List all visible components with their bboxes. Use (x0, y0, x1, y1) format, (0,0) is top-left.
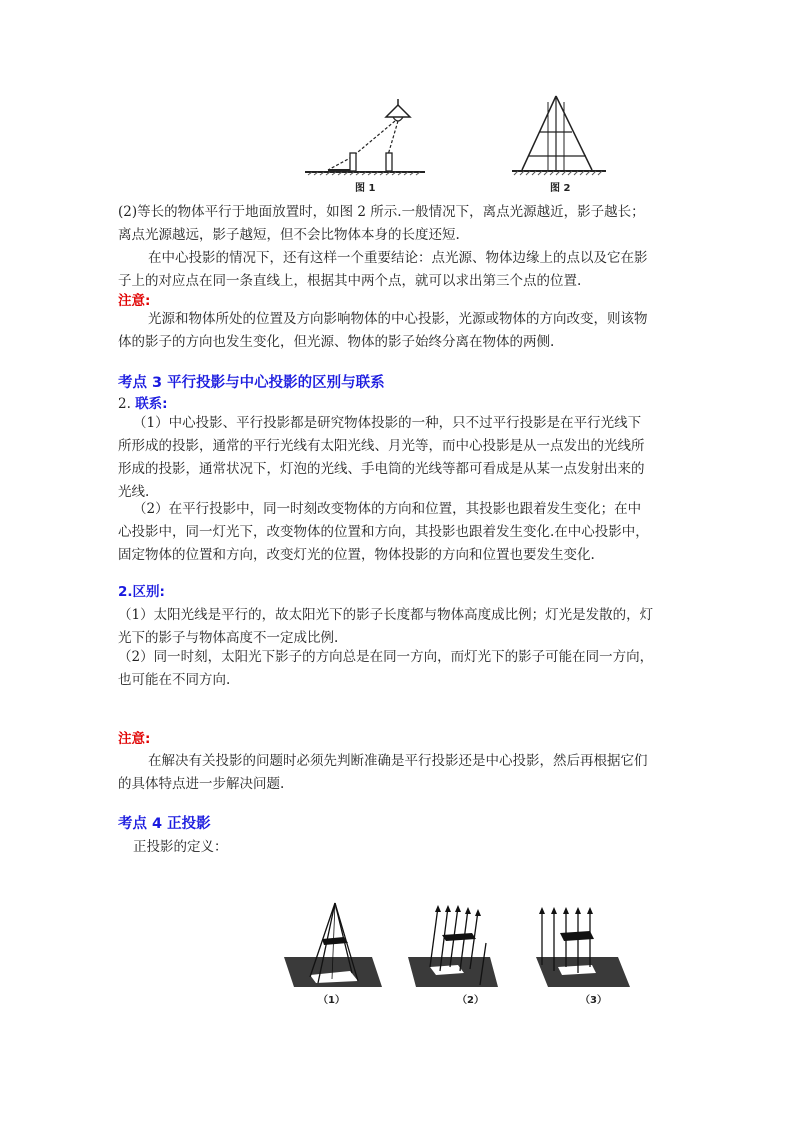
figure-2-tripod (510, 92, 610, 187)
paragraph-line: 离点光源越远，影子越短，但不会比物体本身的长度还短. (118, 227, 460, 243)
paragraph-line: （1）中心投影、平行投影都是研究物体投影的一种，只不过平行投影是在平行光线下 (133, 415, 642, 431)
oblique-projection-figure (408, 905, 498, 987)
figure-caption-2: （2） (457, 995, 484, 1006)
orthographic-projection-figure (536, 907, 630, 987)
link-number: 2. (118, 396, 131, 412)
section-3-title: 考点 3 平行投影与中心投影的区别与联系 (118, 375, 385, 391)
paragraph-line: （1）太阳光线是平行的，故太阳光下的影子长度都与物体高度成比例；灯光是发散的，灯 (118, 607, 654, 623)
paragraph-line: （2）同一时刻，太阳光下影子的方向总是在同一方向，而灯光下的影子可能在同一方向， (118, 649, 654, 665)
paragraph-line: （2）在平行投影中，同一时刻改变物体的方向和位置，其投影也跟着发生变化；在中 (133, 501, 642, 517)
paragraph-line: 固定物体的位置和方向，改变灯光的位置，物体投影的方向和位置也要发生变化. (118, 547, 595, 563)
note-label: 注意: (118, 293, 151, 309)
paragraph-line: 心投影中，同一灯光下，改变物体的位置和方向，其投影也跟着发生变化.在中心投影中， (118, 524, 649, 540)
paragraph-line: 形成的投影，通常状况下，灯泡的光线、手电筒的光线等都可看成是从某一点发射出来的 (118, 461, 645, 477)
figure-caption-3: （3） (580, 995, 607, 1006)
figure-1-caption: 图 1 (355, 183, 376, 194)
figure-caption-1: （1） (318, 995, 345, 1006)
paragraph-line: 所形成的投影，通常的平行光线有太阳光线、月光等，而中心投影是从一点发出的光线所 (118, 438, 645, 454)
paragraph-line: 光源和物体所处的位置及方向影响物体的中心投影，光源或物体的方向改变，则该物 (148, 311, 648, 327)
figure-2-caption: 图 2 (550, 183, 571, 194)
paragraph-line: 光线. (118, 484, 150, 500)
note-label: 注意: (118, 731, 151, 747)
paragraph-line: (2)等长的物体平行于地面放置时，如图 2 所示.一般情况下，离点光源越近，影子越长； (118, 204, 645, 220)
paragraph-line: 在中心投影的情况下，还有这样一个重要结论：点光源、物体边缘上的点以及它在影 (148, 250, 648, 266)
section-4-title: 考点 4 正投影 (118, 816, 211, 832)
paragraph-line: 在解决有关投影的问题时必须先判断准确是平行投影还是中心投影，然后再根据它们 (148, 753, 648, 769)
definition-label: 正投影的定义： (133, 839, 228, 855)
paragraph-line: 子上的对应点在同一条直线上，根据其中两个点，就可以求出第三个点的位置. (118, 273, 582, 289)
link-heading (118, 395, 168, 413)
link-label: 联系: (135, 396, 168, 412)
central-projection-figure (284, 903, 382, 987)
paragraph-line: 也可能在不同方向. (118, 672, 231, 688)
paragraph-line: 体的影子的方向也发生变化，但光源、物体的影子始终分离在物体的两侧. (118, 334, 555, 350)
paragraph-line: 光下的影子与物体高度不一定成比例. (118, 630, 339, 646)
paragraph-line: 的具体特点进一步解决问题. (118, 776, 285, 792)
difference-label: 2.区别: (118, 584, 165, 600)
